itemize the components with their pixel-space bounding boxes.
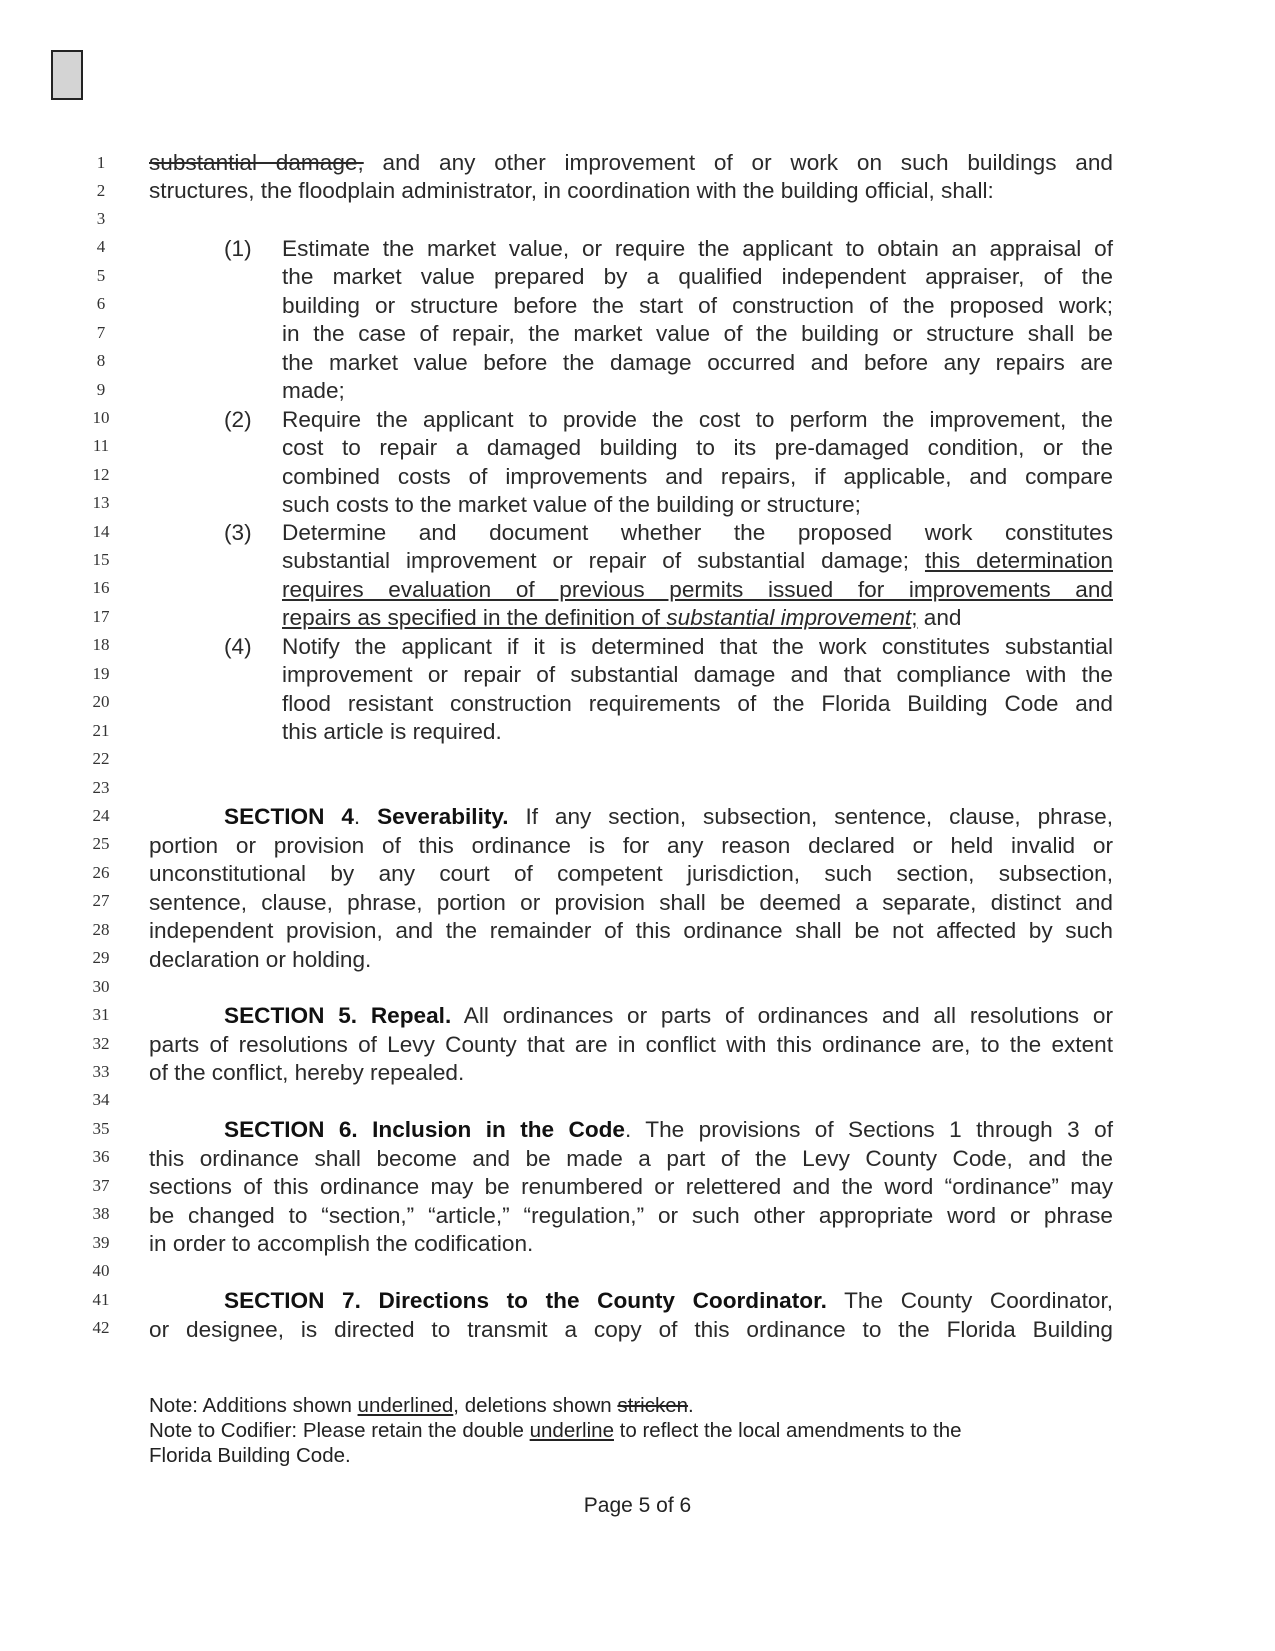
item4-line: improvement or repair of substantial damage and that compliance with the <box>282 662 1113 687</box>
stricken-text: stricken <box>617 1394 689 1417</box>
line-number: 10 <box>92 408 110 427</box>
note-to-codifier: Note to Codifier: Please retain the double underline to reflect the local amendments to the <box>149 1419 962 1442</box>
item-label-2: (2) <box>224 407 252 432</box>
note-additions-deletions: Note: Additions shown underlined, deletions shown stricken. <box>149 1394 694 1417</box>
item4-line: Notify the applicant if it is determined that the work constitutes substantial <box>282 634 1113 659</box>
line-number: 40 <box>92 1261 110 1280</box>
line-number: 24 <box>92 806 110 825</box>
item3-line: repairs as specified in the definition of substantial improvement; and <box>282 605 962 630</box>
line-number: 30 <box>92 977 110 996</box>
item4-line: flood resistant construction requirements of the Florida Building Code and <box>282 691 1113 716</box>
section-5-title: SECTION 5. Repeal. <box>224 1003 452 1028</box>
underlined-text: underlined <box>357 1394 454 1417</box>
line-number: 8 <box>96 351 106 370</box>
item3-line: substantial improvement or repair of substantial damage; this determination <box>282 548 1113 573</box>
line-number: 2 <box>96 181 106 200</box>
section-6-heading-line: SECTION 6. Inclusion in the Code. The provisions of Sections 1 through 3 of <box>224 1117 1113 1142</box>
item1-line: made; <box>282 378 345 403</box>
line-number: 3 <box>96 209 106 228</box>
line-number: 33 <box>92 1062 110 1081</box>
section-4-line: sentence, clause, phrase, portion or provision shall be deemed a separate, distinct and <box>149 890 1113 915</box>
section-6-line: in order to accomplish the codification. <box>149 1231 534 1256</box>
underlined-text: underline <box>529 1419 614 1442</box>
section-7-line: or designee, is directed to transmit a copy of this ordinance to the Florida Building <box>149 1317 1113 1342</box>
line-number: 6 <box>96 294 106 313</box>
section-4-number: SECTION 4 <box>224 804 354 829</box>
underlined-text: ; <box>911 605 918 630</box>
item-label-1: (1) <box>224 236 252 261</box>
footnotes <box>149 1393 962 1468</box>
stricken-text: substantial damage, <box>149 150 364 175</box>
line-number: 15 <box>92 550 110 569</box>
section-7-title: SECTION 7. Directions to the County Coordinator. <box>224 1288 827 1313</box>
section-5-line: parts of resolutions of Levy County that are in conflict with this ordinance are, to the extent <box>149 1032 1113 1057</box>
line-number: 12 <box>92 465 110 484</box>
section-4-line: independent provision, and the remainder of this ordinance shall be not affected by such <box>149 918 1113 943</box>
section-6-line: be changed to “section,” “article,” “regulation,” or such other appropriate word or phrase <box>149 1203 1113 1228</box>
item2-line: combined costs of improvements and repairs, if applicable, and compare <box>282 464 1113 489</box>
line-number: 26 <box>92 863 110 882</box>
page-number: Page 5 of 6 <box>583 1494 692 1517</box>
line-number: 23 <box>92 778 110 797</box>
item1-line: the market value before the damage occurred and before any repairs are <box>282 350 1113 375</box>
body-line-2: structures, the floodplain administrator, in coordination with the building official, shall: <box>149 178 994 203</box>
section-4-line: portion or provision of this ordinance is for any reason declared or held invalid or <box>149 833 1113 858</box>
line-number: 19 <box>92 664 110 683</box>
line-number: 20 <box>92 692 110 711</box>
line-number: 37 <box>92 1176 110 1195</box>
section-6-line: this ordinance shall become and be made a part of the Levy County Code, and the <box>149 1146 1113 1171</box>
line-number: 32 <box>92 1034 110 1053</box>
page-marker-box <box>51 50 83 100</box>
line-number: 11 <box>92 436 110 455</box>
underlined-text: this determination <box>924 548 1113 573</box>
section-4-title: Severability. <box>377 804 509 829</box>
line-number: 5 <box>96 266 106 285</box>
line-number: 18 <box>92 635 110 654</box>
item2-line: cost to repair a damaged building to its pre-damaged condition, or the <box>282 435 1113 460</box>
line-number: 4 <box>96 237 106 256</box>
underlined-italic-text: substantial improvement <box>666 605 912 630</box>
item2-line: Require the applicant to provide the cost to perform the improvement, the <box>282 407 1113 432</box>
item3-line: Determine and document whether the proposed work constitutes <box>282 520 1113 545</box>
line-number: 36 <box>92 1147 110 1166</box>
line-number: 42 <box>92 1318 110 1337</box>
section-6-line: sections of this ordinance may be renumbered or relettered and the word “ordinance” may <box>149 1174 1113 1199</box>
body-line-1: substantial damage, and any other improvement of or work on such buildings and <box>149 150 1113 175</box>
line-number: 7 <box>96 323 106 342</box>
line-number: 34 <box>92 1090 110 1109</box>
line-number: 17 <box>92 607 110 626</box>
item1-line: in the case of repair, the market value of the building or structure shall be <box>282 321 1113 346</box>
item4-line: this article is required. <box>282 719 502 744</box>
section-6-title: SECTION 6. Inclusion in the Code <box>224 1117 625 1142</box>
line-number: 21 <box>92 721 110 740</box>
item2-line: such costs to the market value of the building or structure; <box>282 492 861 517</box>
line-number: 28 <box>92 920 110 939</box>
line-number: 1 <box>96 153 106 172</box>
section-4-line: declaration or holding. <box>149 947 372 972</box>
item-label-3: (3) <box>224 520 252 545</box>
line-number: 39 <box>92 1233 110 1252</box>
line-number: 35 <box>92 1119 110 1138</box>
line-number: 38 <box>92 1204 110 1223</box>
section-5-line: of the conflict, hereby repealed. <box>149 1060 465 1085</box>
line-number: 14 <box>92 522 110 541</box>
line-number: 41 <box>92 1290 110 1309</box>
section-5-heading-line: SECTION 5. Repeal. All ordinances or parts of ordinances and all resolutions or <box>224 1003 1113 1028</box>
line-number: 16 <box>92 578 110 597</box>
line-number: 27 <box>92 891 110 910</box>
line-number: 25 <box>92 834 110 853</box>
line-number: 13 <box>92 493 110 512</box>
item1-line: the market value prepared by a qualified independent appraiser, of the <box>282 264 1113 289</box>
section-4-heading-line: SECTION 4. Severability. If any section, subsection, sentence, clause, phrase, <box>224 804 1113 829</box>
item1-line: building or structure before the start of construction of the proposed work; <box>282 293 1113 318</box>
item1-line: Estimate the market value, or require the applicant to obtain an appraisal of <box>282 236 1113 261</box>
underlined-text: requires evaluation of previous permits issued for improvements and <box>282 577 1113 602</box>
item-label-4: (4) <box>224 634 252 659</box>
section-7-heading-line: SECTION 7. Directions to the County Coordinator. The County Coordinator, <box>224 1288 1114 1313</box>
section-4-line: unconstitutional by any court of competent jurisdiction, such section, subsection, <box>149 861 1113 886</box>
line-number: 29 <box>92 948 110 967</box>
underlined-text: repairs as specified in the definition of <box>282 605 667 630</box>
line-number: 31 <box>92 1005 110 1024</box>
line-number: 9 <box>96 380 106 399</box>
note-to-codifier-cont: Florida Building Code. <box>149 1444 351 1467</box>
line-number: 22 <box>92 749 110 768</box>
